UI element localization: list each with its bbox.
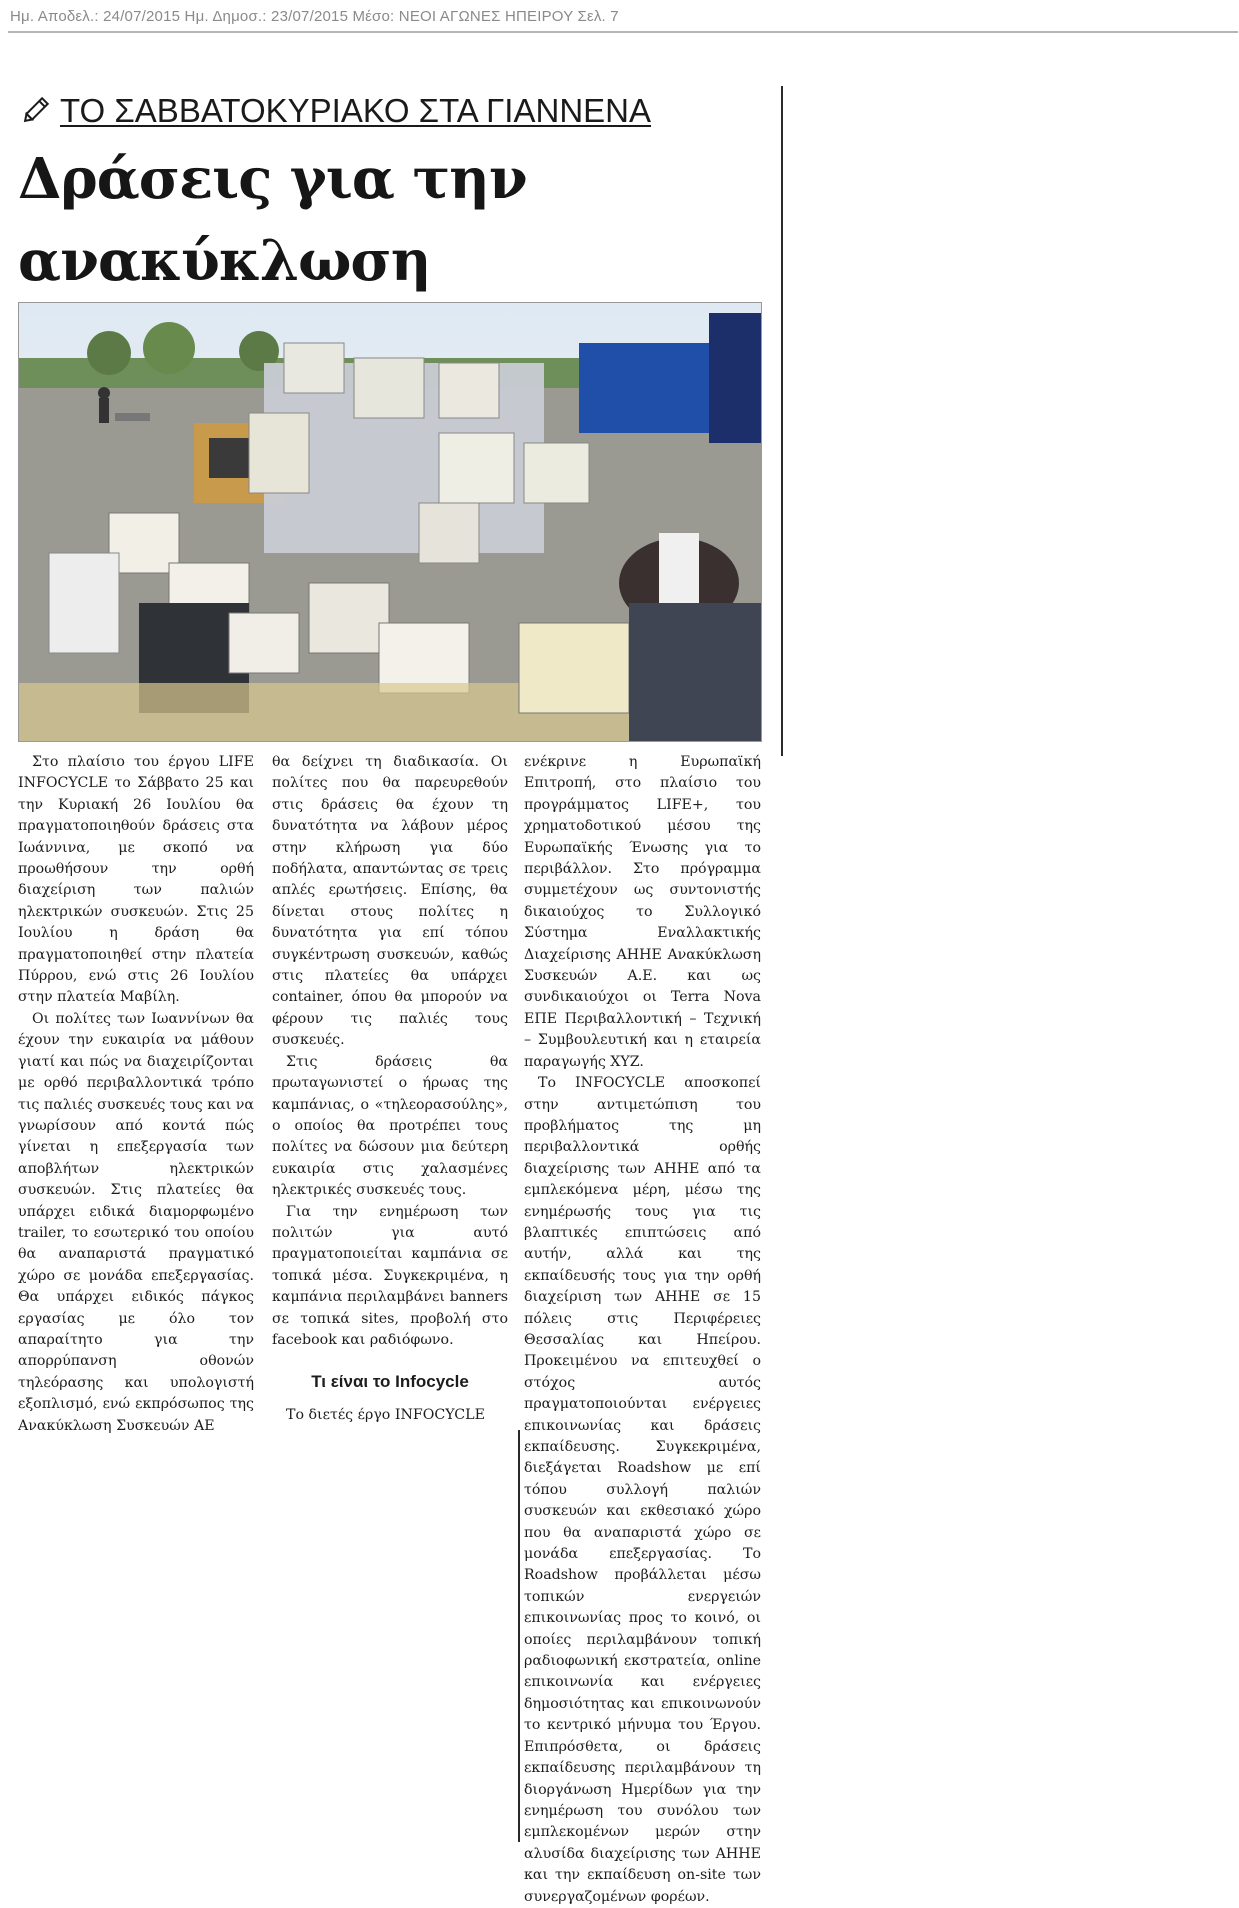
paragraph: Οι πολίτες των Ιωαννίνων θα έχουν την ευκαιρία να μάθουν γιατί και πώς να διαχειρίζονται με ορθό περιβαλλοντικά τρόπο τις παλιές συσκευές τους και να γνωρίσουν από κοντά πώς γίνεται η επεξεργασία των αποβλήτων ηλεκτρικών συσκευών. Στις πλατείες θα υπάρχει ειδικά διαμορφωμένο trailer, το εσωτερικό του οποίου θα αναπαριστά πραγματικό χώρο σε μονάδα επεξεργασίας. Θα υπάρχει ειδικός πάγκος εργασίας με όλο τον απαραίτητο για την απορρύπανση οθονών τηλεόρασης και υπολογιστή εξοπλισμό, ενώ εκπρόσωπος της Ανακύκλωση Συσκευών ΑΕ [18,1010,254,1434]
kicker-text: ΤΟ ΣΑΒΒΑΤΟΚΥΡΙΑΚΟ ΣΤΑ ΓΙΑΝΝΕΝΑ [60,92,652,129]
article-column-1 [18,752,254,1437]
headline-line-1: Δράσεις για την ανακύκλωση [18,146,527,294]
paragraph: Στο πλαίσιο του έργου LIFE INFOCYCLE το Σάββατο 25 και την Κυριακή 26 Ιουλίου θα πραγματοποιηθούν δράσεις στα Ιωάννινα, με σκοπό να προωθήσουν την ορθή διαχείριση των παλιών ηλεκτρικών συσκευών. Στις 25 Ιουλίου η δράση θα πραγματοποιηθεί στην πλατεία Πύρρου, ενώ στις 26 Ιουλίου στην πλατεία Μαβίλη. [18,754,254,1006]
paragraph: Το διετές έργο INFOCYCLE [286,1406,485,1423]
paragraph: Στις δράσεις θα πρωταγωνιστεί ο ήρωας της καμπάνιας, ο «τηλεορασούλης», ο οποίος θα προτρέπει τους πολίτες να δώσουν μια δεύτερη ευκαιρία στις χαλασμένες ηλεκτρικές συσκευές τους. [272,1053,508,1199]
paragraph: Για την ενημέρωση των πολιτών για αυτό πραγματοποιείται καμπάνια σε τοπικά μέσα. Συγκεκριμένα, η καμπάνια περιλαμβάνει banners σε τοπικά sites, προβολή στο facebook και ραδιόφωνο. [272,1203,508,1348]
article-column-3 [524,752,761,1908]
paragraph: θα δείχνει τη διαδικασία. Οι πολίτες που θα παρευρεθούν στις δράσεις θα έχουν τη δυνατότητα να λάβουν μέρος στην κλήρωση για δύο ποδήλατα, απαντώντας σε τρεις απλές ερωτήσεις. Επίσης, θα δίνεται στους πολίτες η δυνατότητα για επί τόπου συγκέντρωση συσκευών, καθώς στις πλατείες θα υπάρχει container, όπου θα μπορούν να φέρουν τις παλιές τους συσκευές. [272,754,508,1049]
paragraph: Το INFOCYCLE αποσκοπεί στην αντιμετώπιση του προβλήματος της μη περιβαλλοντικά ορθής διαχείρισης των ΑΗΗΕ από τα εμπλεκόμενα μέρη, μέσω της ενημέρωσής τους για τις βλαπτικές επιπτώσεις από αυτήν, αλλά και της εκπαίδευσής τους για την ορθή διαχείριση των ΑΗΗΕ σε 15 πόλεις στις Περιφέρειες Θεσσαλίας και Ηπείρου. Προκειμένου να επιτευχθεί ο στόχος αυτός πραγματοποιούνται ενέργειες επικοινωνίας και δράσεις εκπαίδευσης. Συγκεκριμένα, διεξάγεται Roadshow με επί τόπου συλλογή παλιών συσκευών και εκθεσιακό χώρο που θα αναπαριστά χώρο σε μονάδα επεξεργασίας. Το Roadshow προβάλλεται μέσω τοπικών ενεργειών επικοινωνίας προς το κοινό, οι οποίες περιλαμβάνουν τοπική ραδιοφωνική εκστρατεία, online επικοινωνία και ενέργειες δημοσιότητας και επικοινωνούν το κεντρικό μήνυμα του Έργου. Επιπρόσθετα, οι δράσεις εκπαίδευσης περιλαμβάνουν τη διοργάνωση Ημερίδων για την ενημέρωση του συνόλου των εμπλεκομένων μερών στην αλυσίδα διαχείρισης των ΑΗΗΕ και την εκπαίδευση on-site των συνεργαζομένων φορέων. [524,1075,761,1905]
pencil-icon [20,96,50,126]
paragraph: ενέκρινε η Ευρωπαϊκή Επιτροπή, στο πλαίσιο του προγράμματος LIFE+, του χρηματοδοτικού μέσου της Ευρωπαϊκής Ένωσης για το περιβάλλον. Στο πρόγραμμα συμμετέχουν ως συντονιστής δικαιούχος το Συλλογικό Σύστημα Εναλλακτικής Διαχείρισης ΑΗΗΕ Ανακύκλωση Συσκευών Α.Ε. και ως συνδικαιούχοι οι Terra Nova ΕΠΕ Περιβαλλοντική – Τεχνική – Συμβουλευτική και η εταιρεία παραγωγής XYZ. [524,754,761,1070]
kicker [20,92,651,130]
meta-divider [8,31,1238,33]
column-divider-bottom [518,1430,520,1842]
column-divider-top [781,86,783,756]
article-photo [18,302,762,742]
photo-of-electronic-waste-collection-icon [19,303,761,741]
article-column-2 [272,752,508,1426]
subheading: Τι είναι το Infocycle [311,1372,469,1392]
clipping-meta-line: Ημ. Αποδελ.: 24/07/2015 Ημ. Δημοσ.: 23/07/2015 Μέσο: ΝΕΟΙ ΑΓΩΝΕΣ ΗΠΕΙΡΟΥ Σελ. 7 [10,8,619,25]
